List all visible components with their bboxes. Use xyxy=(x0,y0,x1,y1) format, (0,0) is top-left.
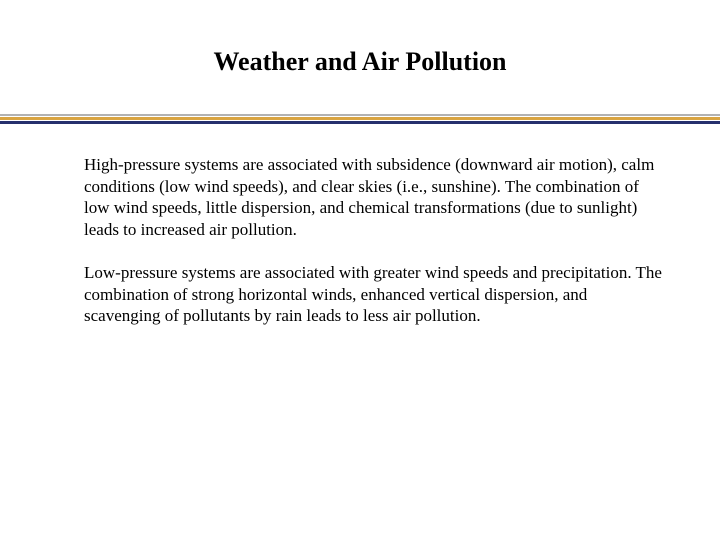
divider-gold xyxy=(0,117,720,120)
divider-navy xyxy=(0,121,720,124)
divider-gray xyxy=(0,114,720,116)
slide-title: Weather and Air Pollution xyxy=(213,47,507,76)
paragraph-high-pressure: High-pressure systems are associated with subsidence (downward air motion), calm conditions (low wind speeds), and clear skies (i.e., sunshine). The combination of low wind speeds, little dispersion, and chemical transformations (due to sunlight) leads to increased air pollution. xyxy=(84,155,655,239)
paragraph-low-pressure: Low-pressure systems are associated with greater wind speeds and precipitation. The combination of strong horizontal winds, enhanced vertical dispersion, and scavenging of pollutants by rain leads to less air pollution. xyxy=(84,263,662,325)
slide-body xyxy=(84,154,664,349)
